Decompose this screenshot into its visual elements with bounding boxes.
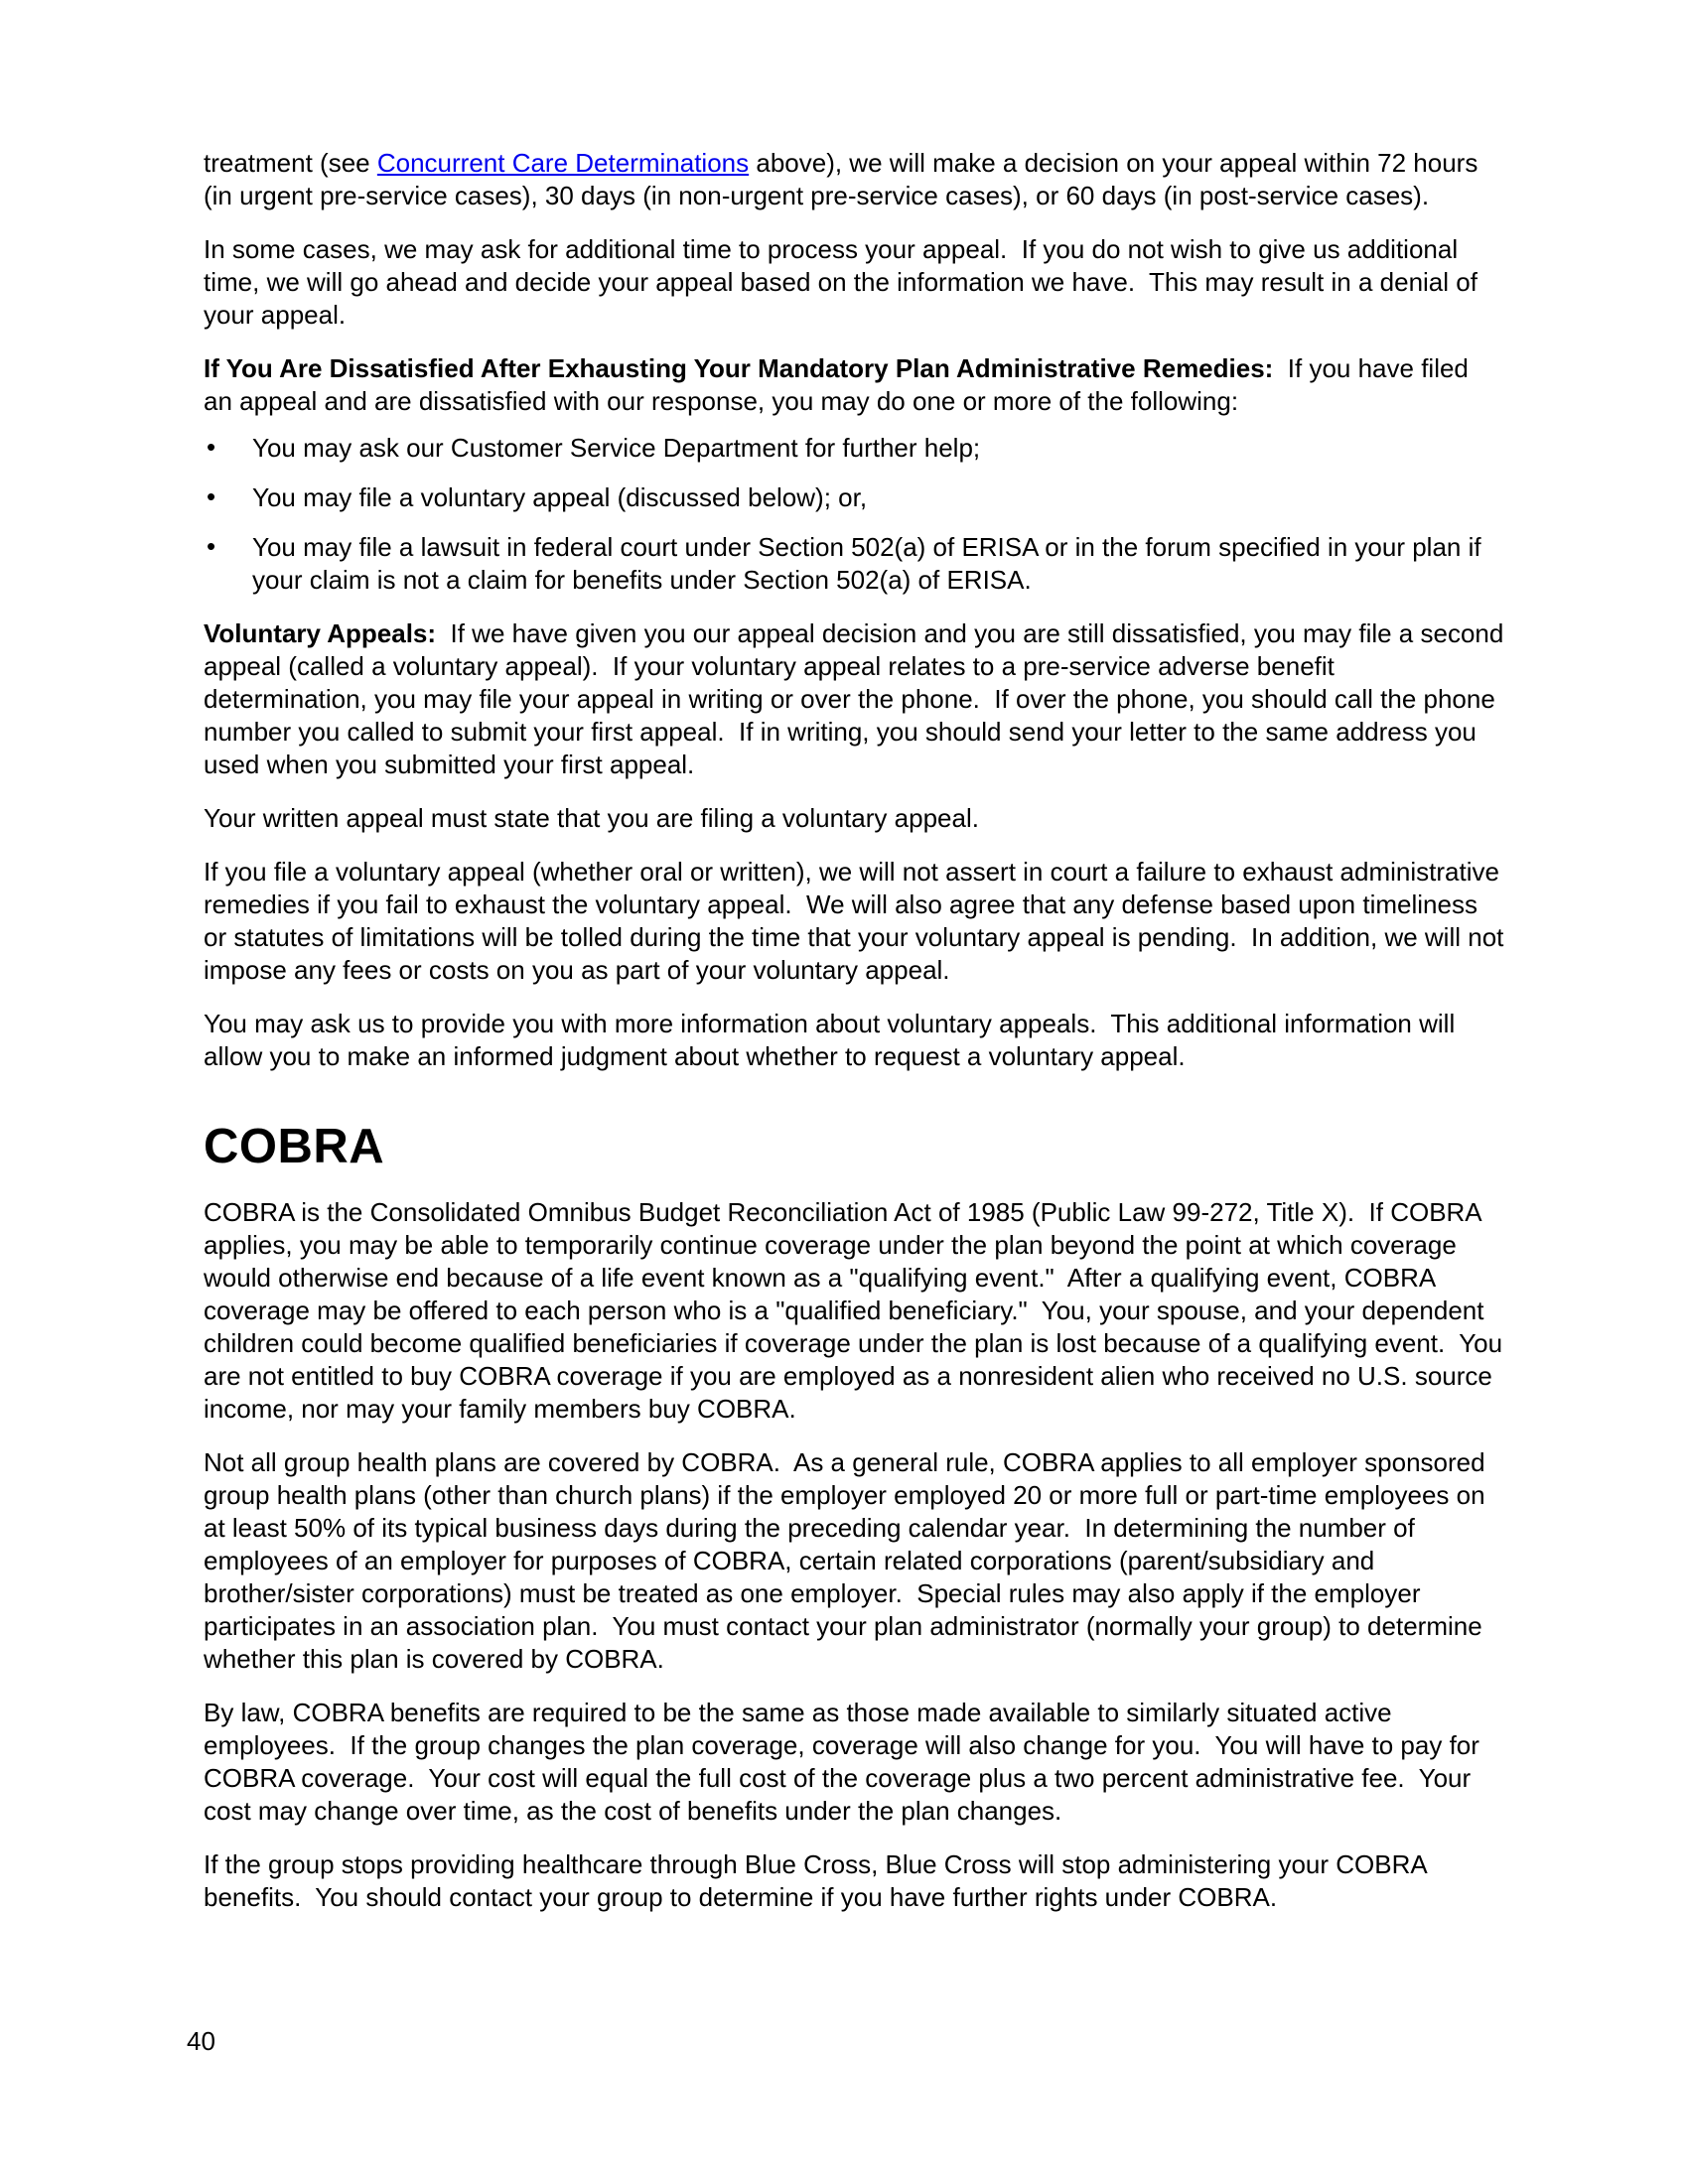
cobra-section-heading: COBRA: [204, 1120, 385, 1173]
list-item-voluntary-appeal: [204, 481, 1504, 514]
page-number: 40: [187, 2026, 215, 2056]
cobra-applicability-paragraph: Not all group health plans are covered by COBRA. As a general rule, COBRA applies to all employer sponsored group health plans (other than church plans) if the employer employed 20 or more full or part-time employees on at least 50% of its typical business days during the preceding calendar year. In determining the number of employees of an employer for purposes of COBRA, certain related corporations (parent/subsidiary and brother/sister corporations) must be treated as one employer. Special rules may also apply if the employer participates in an association plan. You must contact your plan administrator (normally your group) to determine whether this plan is covered by COBRA.: [204, 1447, 1492, 1674]
dissatisfied-remedies-lead: If You Are Dissatisfied After Exhausting Your Mandatory Plan Administrative Remedies:: [204, 353, 1274, 383]
voluntary-appeals-paragraph: [204, 617, 1511, 781]
cobra-benefits-paragraph: By law, COBRA benefits are required to be the same as those made available to similarly situated active employees. If the group changes the plan coverage, coverage will also change for you. You will have to pay for COBRA coverage. Your cost will equal the full cost of the coverage plus a two percent administrative fee. Your cost may change over time, as the cost of benefits under the plan changes.: [204, 1698, 1487, 1826]
exhaust-remedies-paragraph: If you file a voluntary appeal (whether oral or written), we will not assert in court a failure to exhaust administrative remedies if you fail to exhaust the voluntary appeal. We will also agree that any defense based upon timeliness or statutes of limitations will be tolled during the time that your voluntary appeal is pending. In addition, we will not impose any fees or costs on you as part of your voluntary appeal.: [204, 857, 1511, 985]
list-item-customer-service: [204, 432, 1504, 465]
bullet-icon: •: [207, 531, 216, 561]
list-item-lawsuit: [204, 531, 1504, 597]
appeal-timing-text-before: treatment (see: [204, 148, 377, 178]
page-content: [204, 147, 1511, 1935]
cobra-intro-paragraph: COBRA is the Consolidated Omnibus Budget Reconciliation Act of 1985 (Public Law 99-272, Title X). If COBRA applies, you may be able to temporarily continue coverage under the plan beyond the point at which coverage would otherwise end because of a life event known as a "qualifying event." After a qualifying event, COBRA coverage may be offered to each person who is a "qualified beneficiary." You, your spouse, and your dependent children could become qualified beneficiaries if coverage under the plan is lost because of a qualifying event. You are not entitled to buy COBRA coverage if you are employed as a nonresident alien who received no U.S. source income, nor may your family members buy COBRA.: [204, 1197, 1510, 1424]
appeal-timing-paragraph: [204, 147, 1504, 212]
dissatisfied-remedies-paragraph: [204, 352, 1504, 418]
additional-time-paragraph: In some cases, we may ask for additional time to process your appeal. If you do not wish to give us additional time, we will go ahead and decide your appeal based on the information we have. This may result in a denial of your appeal.: [204, 234, 1485, 330]
bullet-icon: •: [207, 481, 216, 511]
appeal-timing-text-after: above), we will make a decision on your appeal within 72 hours (in urgent pre-service cases), 30 days (in non-urgent pre-service cases), or 60 days (in post-service cases).: [204, 148, 1485, 210]
voluntary-appeals-lead: Voluntary Appeals:: [204, 618, 437, 648]
list-item-text: You may file a voluntary appeal (discussed below); or,: [252, 482, 868, 512]
list-item-text: You may file a lawsuit in federal court under Section 502(a) of ERISA or in the forum specified in your plan if your claim is not a claim for benefits under Section 502(a) of ERISA.: [252, 532, 1488, 595]
more-information-paragraph: You may ask us to provide you with more information about voluntary appeals. This additional information will allow you to make an informed judgment about whether to request a voluntary appeal.: [204, 1009, 1463, 1071]
concurrent-care-determinations-link[interactable]: Concurrent Care Determinations: [376, 148, 750, 178]
bullet-icon: •: [207, 432, 216, 462]
written-appeal-paragraph: Your written appeal must state that you are filing a voluntary appeal.: [204, 803, 979, 833]
list-item-text: You may ask our Customer Service Department for further help;: [252, 433, 981, 463]
dissatisfied-remedies-text: If you have filed an appeal and are dissatisfied with our response, you may do one or more of the following:: [204, 353, 1477, 416]
remedy-options-list: [204, 432, 1504, 597]
cobra-group-stops-paragraph: If the group stops providing healthcare through Blue Cross, Blue Cross will stop administering your COBRA benefits. You should contact your group to determine if you have further rights under COBRA.: [204, 1849, 1434, 1912]
voluntary-appeals-text: If we have given you our appeal decision and you are still dissatisfied, you may file a second appeal (called a voluntary appeal). If your voluntary appeal relates to a pre-service adverse benefit determination, you may file your appeal in writing or over the phone. If over the phone, you should call the phone number you called to submit your first appeal. If in writing, you should send your letter to the same address you used when you submitted your first appeal.: [204, 618, 1511, 779]
